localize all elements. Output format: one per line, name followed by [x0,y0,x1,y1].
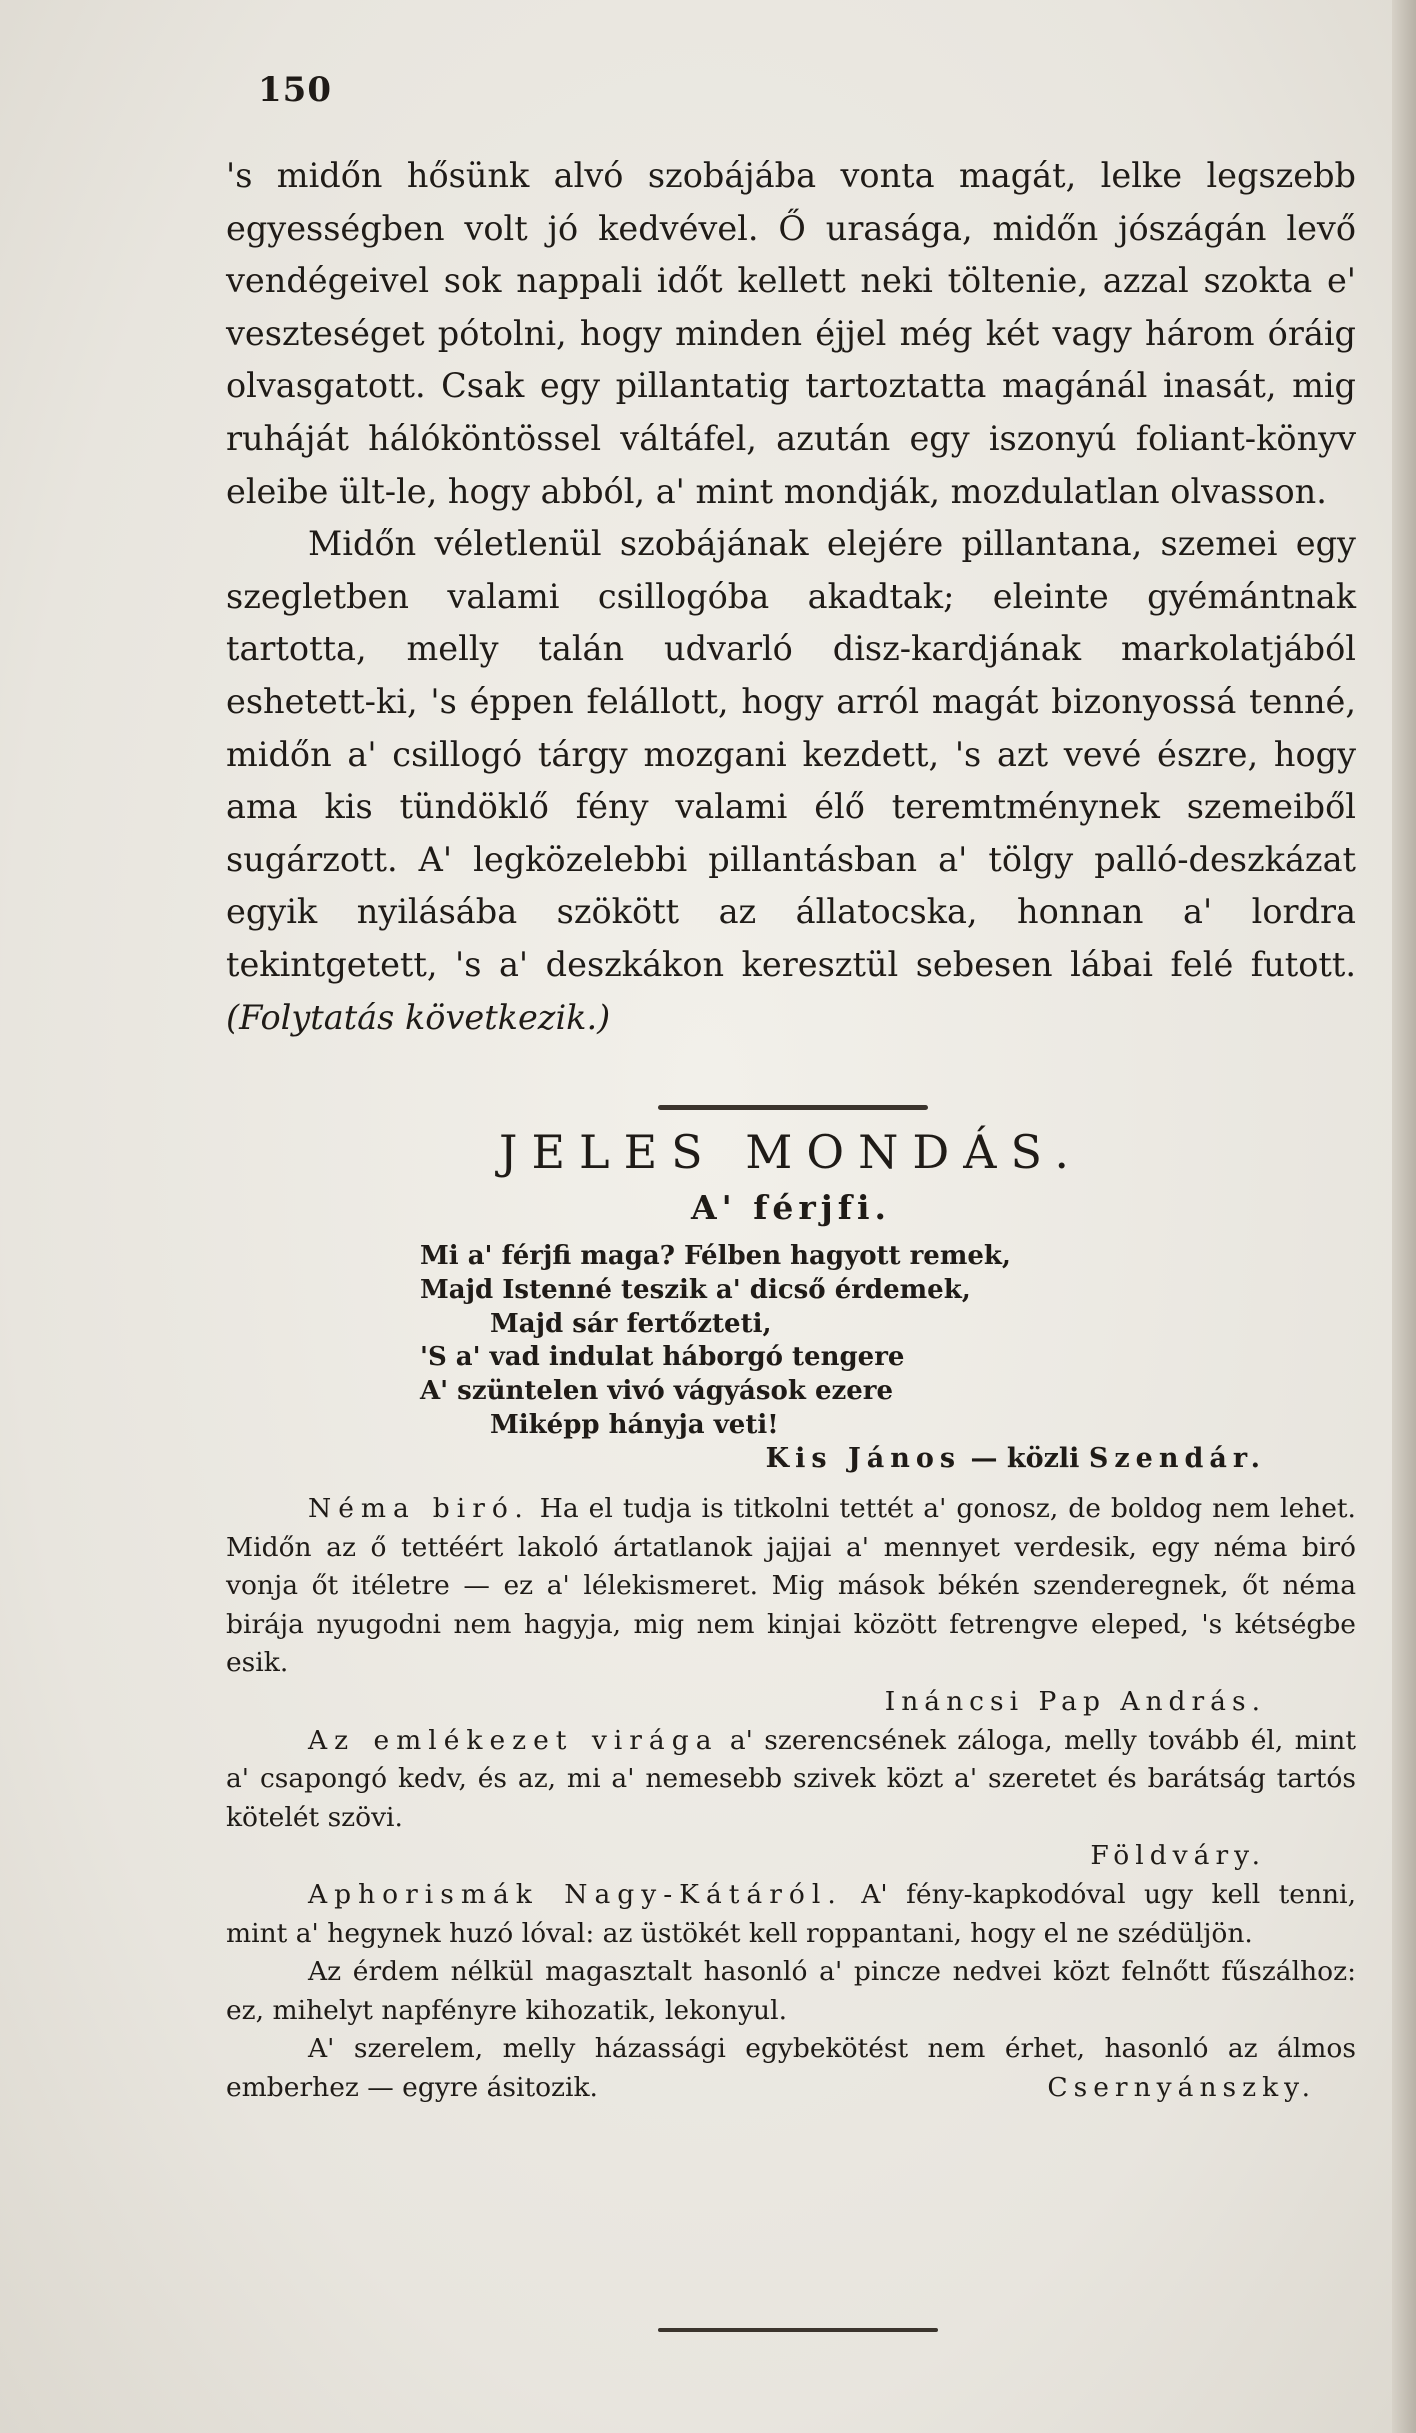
poem-line: 'S a' vad indulat háborgó tengere [420,1342,905,1373]
aphorism-signature: Ináncsi Pap András. [884,1685,1266,1717]
poem-line: Mi a' férjfi maga? Félben hagyott remek, [420,1241,1011,1271]
aphorism-text: a' szerencsének záloga, melly tovább él, mint a' csapongó kedv, és az, mi a' nemesebb szivek közt a' szeretet és barátság tartós kötelét szövi. [226,1724,1356,1833]
section-heading: JELES MONDÁS. [499,1125,1083,1179]
aphorism-nagy-kata [226,1876,1356,1953]
page-number: 150 [258,70,332,110]
poem-line: A' szüntelen vivó vágyások ezere [420,1376,894,1407]
poem-attribution [226,1443,1266,1474]
aphorism-text: A' fény-kapkodóval ugy kell tenni, mint a' hegynek huzó lóval: az üstökét kell roppantani, hogy el ne szédüljön. [226,1878,1356,1949]
aphorism-keyword: Aphorismák Nagy-Kátáról. [308,1878,843,1910]
aphorism-neama-biro [226,1490,1356,1683]
aphorism-keyword: Néma biró. [308,1493,530,1524]
poem-title: A' férjfi. [691,1188,891,1227]
poem [420,1240,1300,1443]
poem-author: Kis János [765,1443,962,1474]
story-paragraph-2-text: Midőn véletlenül szobájának elejére pillantana, szemei egy szegletben valami csillogóba akadtak; eleinte gyémántnak tartotta, melly talán udvarló disz-kardjának markolatjából eshetett-ki, 's éppen felállott, hogy arról magát bizonyossá tenné, midőn a' csillogó tárgy mozgani kezdett, 's azt vevé észre, hogy ama kis tündöklő fény valami élő teremtménynek szemeiből sugárzott. A' legközelebbi pillantásban a' tölgy palló-deszkázat egyik nyilásába szökött az állatocska, honnan a' lordra tekintgetett, 's a' deszkákon keresztül sebesen lábai felé futott. [226,524,1356,984]
poem-attribution-separator: — közli [961,1443,1089,1474]
story-paragraph-2 [226,518,1356,1044]
story-text [226,150,1356,1044]
aphorism-erdem [226,1953,1356,2030]
continued-note: (Folytatás következik.) [226,997,611,1037]
poem-line: Majd sár fertőzteti, [490,1308,772,1339]
aphorism-text: Ha el tudja is titkolni tettét a' gonosz, de boldog nem lehet. Midőn az ő tettéért lakoló ártatlanok jajjai a' mennyet verdesik, egy néma biró vonja őt itéletre — ez a' lélekismeret. Mig mások békén szenderegnek, őt néma birája nyugodni nem hagyja, mig nem kinjai között fetrengve eleped, 's kétségbe esik. [226,1493,1356,1679]
poem-line: Majd Istenné teszik a' dicső érdemek, [420,1274,971,1305]
poem-contributor: Szendár. [1088,1443,1266,1474]
aphorism-szerelem [226,2030,1356,2107]
page-edge-shadow [1392,0,1416,2433]
aphorisms [226,1490,1356,2108]
poem-line: Miképp hányja veti! [490,1409,779,1440]
story-paragraph-1: 's midőn hősünk alvó szobájába vonta magát, lelke legszebb egyességben volt jó kedvével. Ő urasága, midőn jószágán levő vendégeivel sok nappali időt kellett neki töltenie, azzal szokta e' veszteséget pótolni, hogy minden éjjel még két vagy három óráig olvasgatott. Csak egy pillantatig tartoztatta magánál inasát, mig ruháját hálóköntössel váltáfel, azután egy iszonyú foliant-könyv eleibe ült-le, hogy abból, a' mint mondják, mozdulatlan olvasson. [226,156,1356,511]
section-divider [658,1105,928,1110]
aphorism-keyword: Az emlékezet virága [308,1724,719,1756]
aphorism-signature: Csernyánszky. [1047,2071,1316,2103]
aphorism-emlekezet [226,1722,1356,1838]
aphorism-text: A' szerelem, melly házassági egybekötést nem érhet, hasonló az álmos emberhez — egyre ásitozik. [226,2033,1356,2103]
end-divider [658,2328,938,2332]
aphorism-signature: Földváry. [1090,1840,1266,1872]
aphorism-text: Az érdem nélkül magasztalt hasonló a' pincze nedvei közt felnőtt fűszálhoz: ez, mihelyt napfényre kihozatik, lekonyul. [226,1956,1356,2026]
